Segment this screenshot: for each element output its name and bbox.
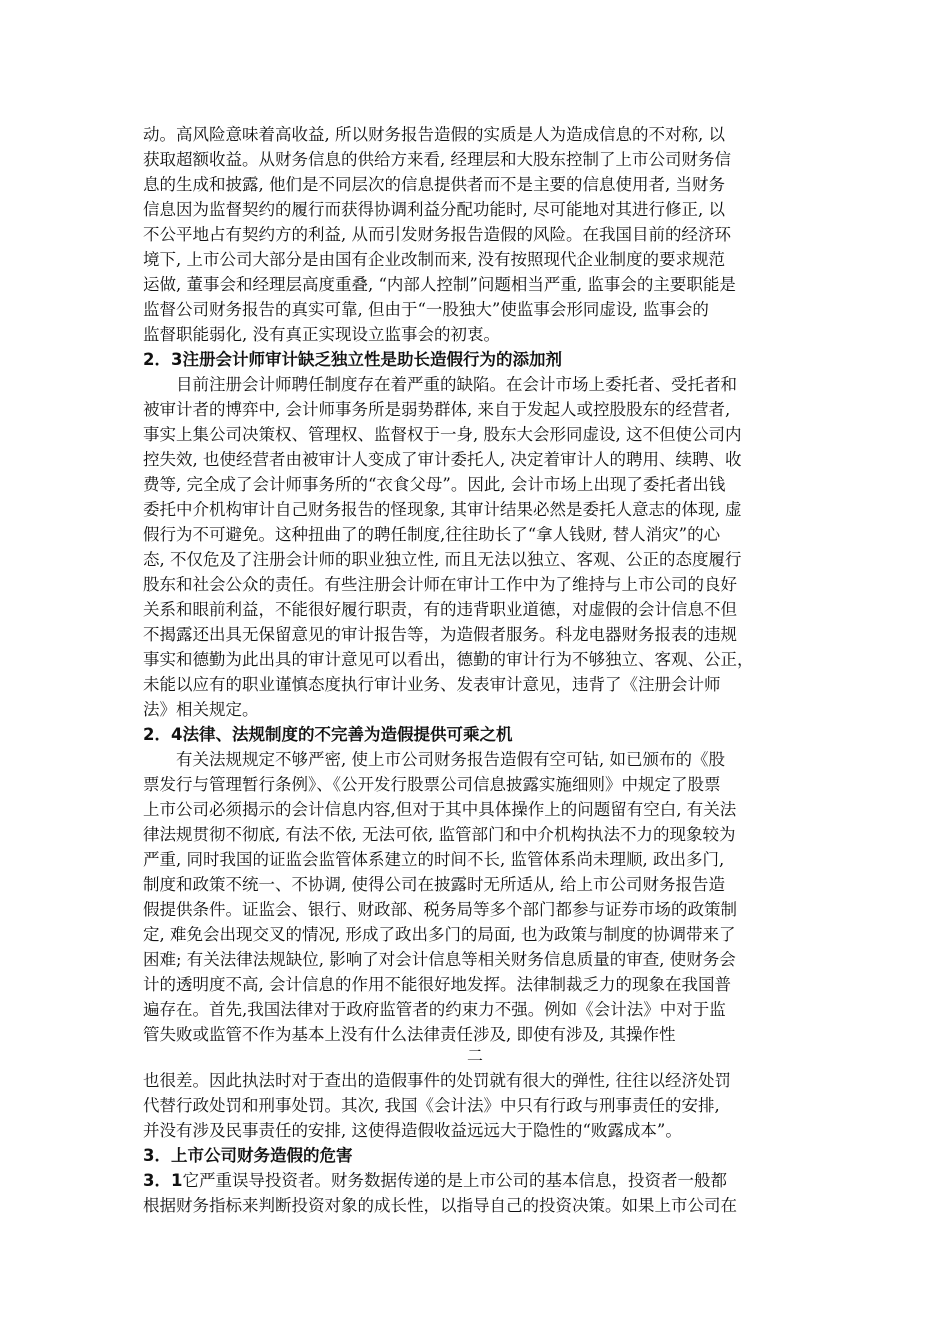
paragraph-line: 假提供条件。证监会、银行、财政部、税务局等多个部门都参与证券市场的政策制 [143, 900, 737, 919]
paragraph-line: 事实和德勤为此出具的审计意见可以看出，德勤的审计行为不够独立、客观、公正， [143, 650, 754, 669]
section-heading-2-4: 2．4法律、法规制度的不完善为造假提供可乘之机 [143, 725, 513, 744]
paragraph-line: 也很差。因此执法时对于查出的造假事件的处罚就有很大的弹性, 往往以经济处罚 [143, 1071, 731, 1090]
paragraph-line: 不揭露还出具无保留意见的审计报告等，为造假者服务。科龙电器财务报表的违规 [143, 625, 737, 644]
paragraph-line: 监督公司财务报告的真实可靠, 但由于“一股独大”使监事会形同虚设, 监事会的 [143, 300, 709, 319]
paragraph-line: 监督职能弱化, 没有真正实现设立监事会的初衷。 [143, 325, 500, 344]
paragraph-line: 控失效, 也使经营者由被审计人变成了审计委托人, 决定着审计人的聘用、续聘、收 [143, 450, 742, 469]
paragraph-line: 股东和社会公众的责任。有些注册会计师在审计工作中为了维持与上市公司的良好 [143, 575, 737, 594]
paragraph-line: 有关法规规定不够严密, 使上市公司财务报告造假有空可钻, 如已颁布的《股 [143, 750, 725, 769]
paragraph-line: 并没有涉及民事责任的安排, 这使得造假收益远远大于隐性的“败露成本”。 [143, 1121, 682, 1140]
paragraph-text: 它严重误导投资者。财务数据传递的是上市公司的基本信息，投资者一般都 [182, 1171, 727, 1190]
paragraph-line: 目前注册会计师聘任制度存在着严重的缺陷。在会计市场上委托者、受托者和 [143, 375, 737, 394]
paragraph-line: 获取超额收益。从财务信息的供给方来看, 经理层和大股东控制了上市公司财务信 [143, 150, 731, 169]
paragraph-line: 事实上集公司决策权、管理权、监督权于一身, 股东大会形同虚设, 这不但使公司内 [143, 425, 742, 444]
paragraph-line: 假行为不可避免。这种扭曲了的聘任制度,往往助长了“拿人钱财, 替人消灾”的心 [143, 525, 721, 544]
paragraph-line: 定, 难免会出现交叉的情况, 形成了政出多门的局面, 也为政策与制度的协调带来了 [143, 925, 736, 944]
paragraph-line: 代替行政处罚和刑事处罚。其次, 我国《会计法》中只有行政与刑事责任的安排, [143, 1096, 720, 1115]
paragraph-line: 未能以应有的职业谨慎态度执行审计业务、发表审计意见，违背了《注册会计师 [143, 675, 721, 694]
section-number-3-1: 3．1 [143, 1171, 183, 1190]
paragraph-line: 制度和政策不统一、不协调, 使得公司在披露时无所适从, 给上市公司财务报告造 [143, 875, 725, 894]
paragraph-line: 法》相关规定。 [143, 700, 259, 719]
paragraph-line: 动。高风险意味着高收益, 所以财务报告造假的实质是人为造成信息的不对称, 以 [143, 125, 725, 144]
body-text-lower [143, 1068, 823, 1218]
paragraph-line-3-1 [143, 1168, 823, 1193]
body-text-upper [143, 122, 823, 1047]
paragraph-line: 息的生成和披露, 他们是不同层次的信息提供者而不是主要的信息使用者, 当财务 [143, 175, 725, 194]
paragraph-line: 上市公司必须揭示的会计信息内容,但对于其中具体操作上的问题留有空白, 有关法 [143, 800, 737, 819]
paragraph-line: 律法规贯彻不彻底, 有法不依, 无法可依, 监管部门和中介机构执法不力的现象较为 [143, 825, 736, 844]
paragraph-line: 关系和眼前利益，不能很好履行职责，有的违背职业道德，对虚假的会计信息不但 [143, 600, 737, 619]
paragraph-line: 遍存在。首先,我国法律对于政府监管者的约束力不强。例如《会计法》中对于监 [143, 1000, 726, 1019]
paragraph-line: 不公平地占有契约方的利益, 从而引发财务报告造假的风险。在我国目前的经济环 [143, 225, 731, 244]
paragraph-line: 费等, 完全成了会计师事务所的“衣食父母”。因此, 会计市场上出现了委托者出钱 [143, 475, 726, 494]
paragraph-line: 信息因为监督契约的履行而获得协调利益分配功能时, 尽可能地对其进行修正, 以 [143, 200, 725, 219]
paragraph-line: 票发行与管理暂行条例》、《公开发行股票公司信息披露实施细则》中规定了股票 [143, 775, 721, 794]
section-heading-2-3: 2．3注册会计师审计缺乏独立性是助长造假行为的添加剂 [143, 350, 562, 369]
paragraph-line: 被审计者的博弈中, 会计师事务所是弱势群体, 来自于发起人或控股股东的经营者, [143, 400, 731, 419]
paragraph-line: 委托中介机构审计自己财务报告的怪现象, 其审计结果必然是委托人意志的体现, 虚 [143, 500, 742, 519]
paragraph-line: 管失败或监管不作为基本上没有什么法律责任涉及, 即使有涉及, 其操作性 [143, 1025, 676, 1044]
paragraph-line: 困难; 有关法律法规缺位, 影响了对会计信息等相关财务信息质量的审查, 使财务会 [143, 950, 736, 969]
paragraph-line: 运做, 董事会和经理层高度重叠, “内部人控制”问题相当严重, 监事会的主要职能是 [143, 275, 736, 294]
paragraph-line: 境下, 上市公司大部分是由国有企业改制而来, 没有按照现代企业制度的要求规范 [143, 250, 725, 269]
paragraph-line: 态, 不仅危及了注册会计师的职业独立性, 而且无法以独立、客观、公正的态度履行 [143, 550, 742, 569]
page-number: 二 [466, 1046, 483, 1065]
section-heading-3: 3．上市公司财务造假的危害 [143, 1146, 353, 1165]
paragraph-line: 严重, 同时我国的证监会监管体系建立的时间不长, 监管体系尚未理顺, 政出多门, [143, 850, 725, 869]
paragraph-line: 计的透明度不高, 会计信息的作用不能很好地发挥。法律制裁乏力的现象在我国普 [143, 975, 731, 994]
paragraph-line: 根据财务指标来判断投资对象的成长性，以指导自己的投资决策。如果上市公司在 [143, 1196, 737, 1215]
